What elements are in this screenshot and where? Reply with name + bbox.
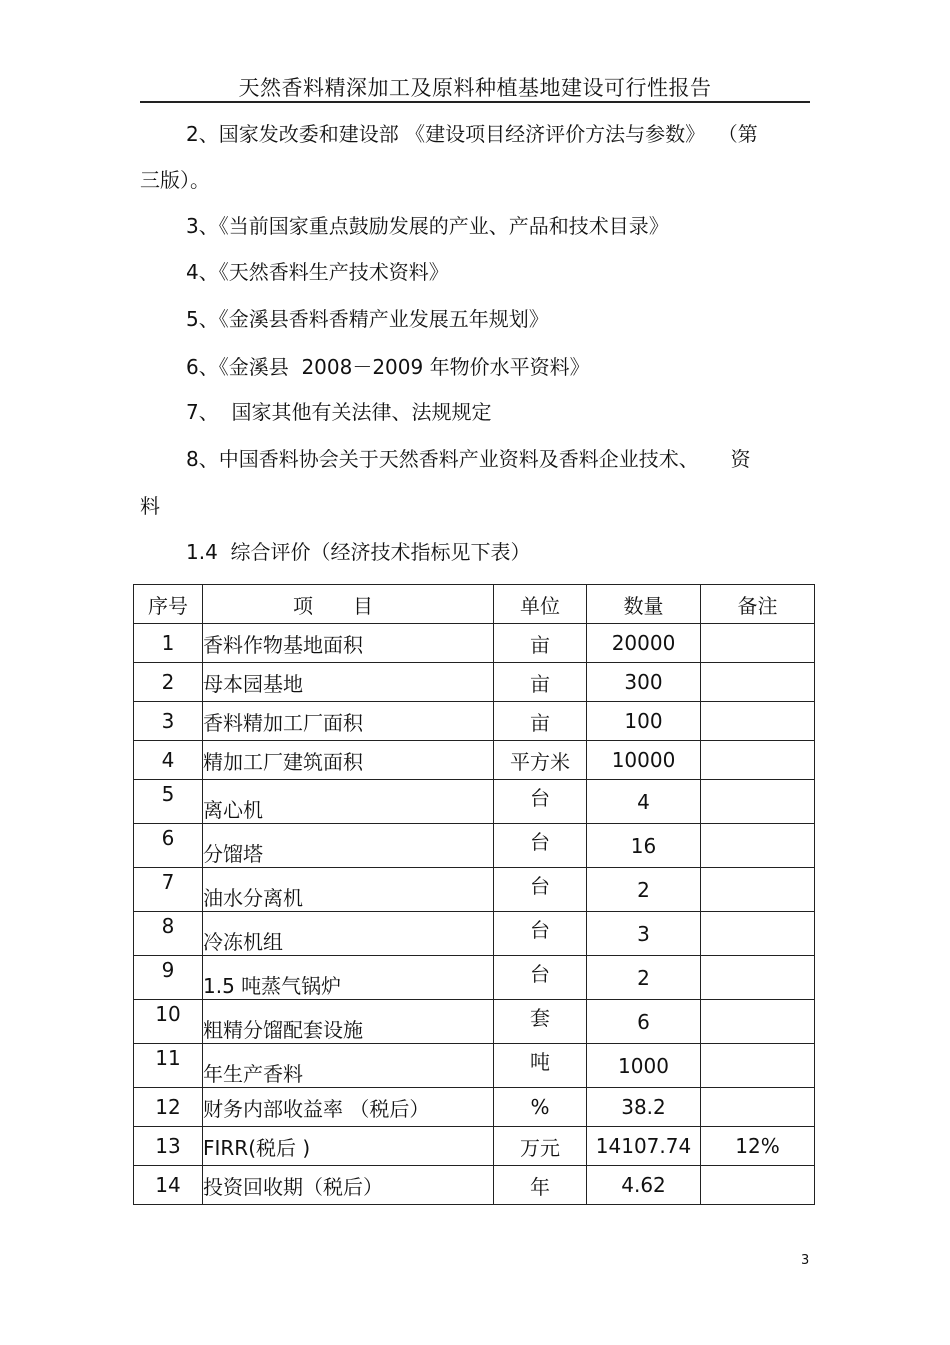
row-item: 投资回收期（税后） [203, 1166, 494, 1205]
row-qty: 1000 [587, 1044, 701, 1088]
row-qty: 300 [587, 663, 701, 702]
header-rule [140, 101, 810, 103]
row-item: 财务内部收益率 （税后） [203, 1088, 494, 1127]
header-note: 备注 [701, 585, 815, 624]
reference-item-8-line-2: 料 [140, 494, 160, 518]
row-no: 2 [134, 663, 203, 702]
row-no: 11 [134, 1044, 203, 1088]
row-note [701, 741, 815, 780]
row-unit: 亩 [494, 702, 587, 741]
row-unit: 万元 [494, 1127, 587, 1166]
row-item: 冷冻机组 [203, 912, 494, 956]
row-note [701, 868, 815, 912]
header-unit: 单位 [494, 585, 587, 624]
row-item: 香料精加工厂面积 [203, 702, 494, 741]
row-no: 4 [134, 741, 203, 780]
row-qty: 14107.74 [587, 1127, 701, 1166]
row-qty: 10000 [587, 741, 701, 780]
reference-item-7: 7、 国家其他有关法律、法规规定 [186, 400, 492, 424]
row-no: 13 [134, 1127, 203, 1166]
row-qty: 4.62 [587, 1166, 701, 1205]
row-unit: 台 [494, 912, 587, 956]
row-unit: 套 [494, 1000, 587, 1044]
row-item: 香料作物基地面积 [203, 624, 494, 663]
row-note [701, 702, 815, 741]
row-item: 粗精分馏配套设施 [203, 1000, 494, 1044]
row-unit: 台 [494, 824, 587, 868]
row-note [701, 1044, 815, 1088]
reference-item-2-line-1: 2、国家发改委和建设部 《建设项目经济评价方法与参数》 （第 [186, 122, 758, 146]
row-qty: 38.2 [587, 1088, 701, 1127]
row-note [701, 1088, 815, 1127]
row-note [701, 663, 815, 702]
row-note: 12% [701, 1127, 815, 1166]
reference-item-2-line-2: 三版）。 [140, 168, 210, 192]
table-row [134, 1088, 815, 1127]
row-note [701, 780, 815, 824]
row-qty: 20000 [587, 624, 701, 663]
row-qty: 100 [587, 702, 701, 741]
row-note [701, 824, 815, 868]
row-unit: % [494, 1088, 587, 1127]
row-item: 母本园基地 [203, 663, 494, 702]
row-unit: 台 [494, 956, 587, 1000]
table-row [134, 624, 815, 663]
row-item: 分馏塔 [203, 824, 494, 868]
reference-item-5: 5、《金溪县香料香精产业发展五年规划》 [186, 307, 549, 331]
row-unit: 台 [494, 868, 587, 912]
table-row [134, 1166, 815, 1205]
table-row [134, 1000, 815, 1044]
table-row [134, 741, 815, 780]
table-row [134, 912, 815, 956]
row-qty: 6 [587, 1000, 701, 1044]
header-qty: 数量 [587, 585, 701, 624]
row-no: 3 [134, 702, 203, 741]
row-unit: 亩 [494, 663, 587, 702]
page-number: 3 [801, 1253, 810, 1268]
row-item: FIRR(税后 ) [203, 1127, 494, 1166]
row-item: 年生产香料 [203, 1044, 494, 1088]
row-no: 6 [134, 824, 203, 868]
table-row [134, 868, 815, 912]
row-item: 1.5 吨蒸气锅炉 [203, 956, 494, 1000]
row-qty: 2 [587, 956, 701, 1000]
row-item: 离心机 [203, 780, 494, 824]
row-no: 12 [134, 1088, 203, 1127]
row-no: 7 [134, 868, 203, 912]
row-qty: 2 [587, 868, 701, 912]
row-note [701, 912, 815, 956]
row-item: 油水分离机 [203, 868, 494, 912]
section-heading: 1.4 综合评价（经济技术指标见下表） [186, 540, 531, 564]
row-item: 精加工厂建筑面积 [203, 741, 494, 780]
row-note [701, 956, 815, 1000]
row-note [701, 624, 815, 663]
table-header-row [134, 585, 815, 624]
row-no: 14 [134, 1166, 203, 1205]
row-unit: 年 [494, 1166, 587, 1205]
row-no: 5 [134, 780, 203, 824]
reference-item-4: 4、《天然香料生产技术资料》 [186, 260, 449, 284]
row-unit: 亩 [494, 624, 587, 663]
row-unit: 台 [494, 780, 587, 824]
reference-item-6: 6、《金溪县 2008－2009 年物价水平资料》 [186, 355, 590, 379]
row-note [701, 1166, 815, 1205]
table-row [134, 780, 815, 824]
row-no: 8 [134, 912, 203, 956]
row-unit: 吨 [494, 1044, 587, 1088]
table-row [134, 1127, 815, 1166]
table-row [134, 956, 815, 1000]
page-header-title: 天然香料精深加工及原料种植基地建设可行性报告 [238, 76, 712, 100]
row-qty: 3 [587, 912, 701, 956]
header-item: 项 目 [203, 585, 494, 624]
reference-item-3: 3、《当前国家重点鼓励发展的产业、产品和技术目录》 [186, 214, 669, 238]
row-qty: 16 [587, 824, 701, 868]
table-row [134, 824, 815, 868]
header-no: 序号 [134, 585, 203, 624]
reference-item-8-line-1: 8、中国香料协会关于天然香料产业资料及香料企业技术、 资 [186, 447, 751, 471]
row-qty: 4 [587, 780, 701, 824]
table-row [134, 663, 815, 702]
row-no: 1 [134, 624, 203, 663]
row-unit: 平方米 [494, 741, 587, 780]
table-row [134, 702, 815, 741]
row-no: 10 [134, 1000, 203, 1044]
indicator-table [133, 584, 815, 1205]
table-row [134, 1044, 815, 1088]
row-no: 9 [134, 956, 203, 1000]
row-note [701, 1000, 815, 1044]
